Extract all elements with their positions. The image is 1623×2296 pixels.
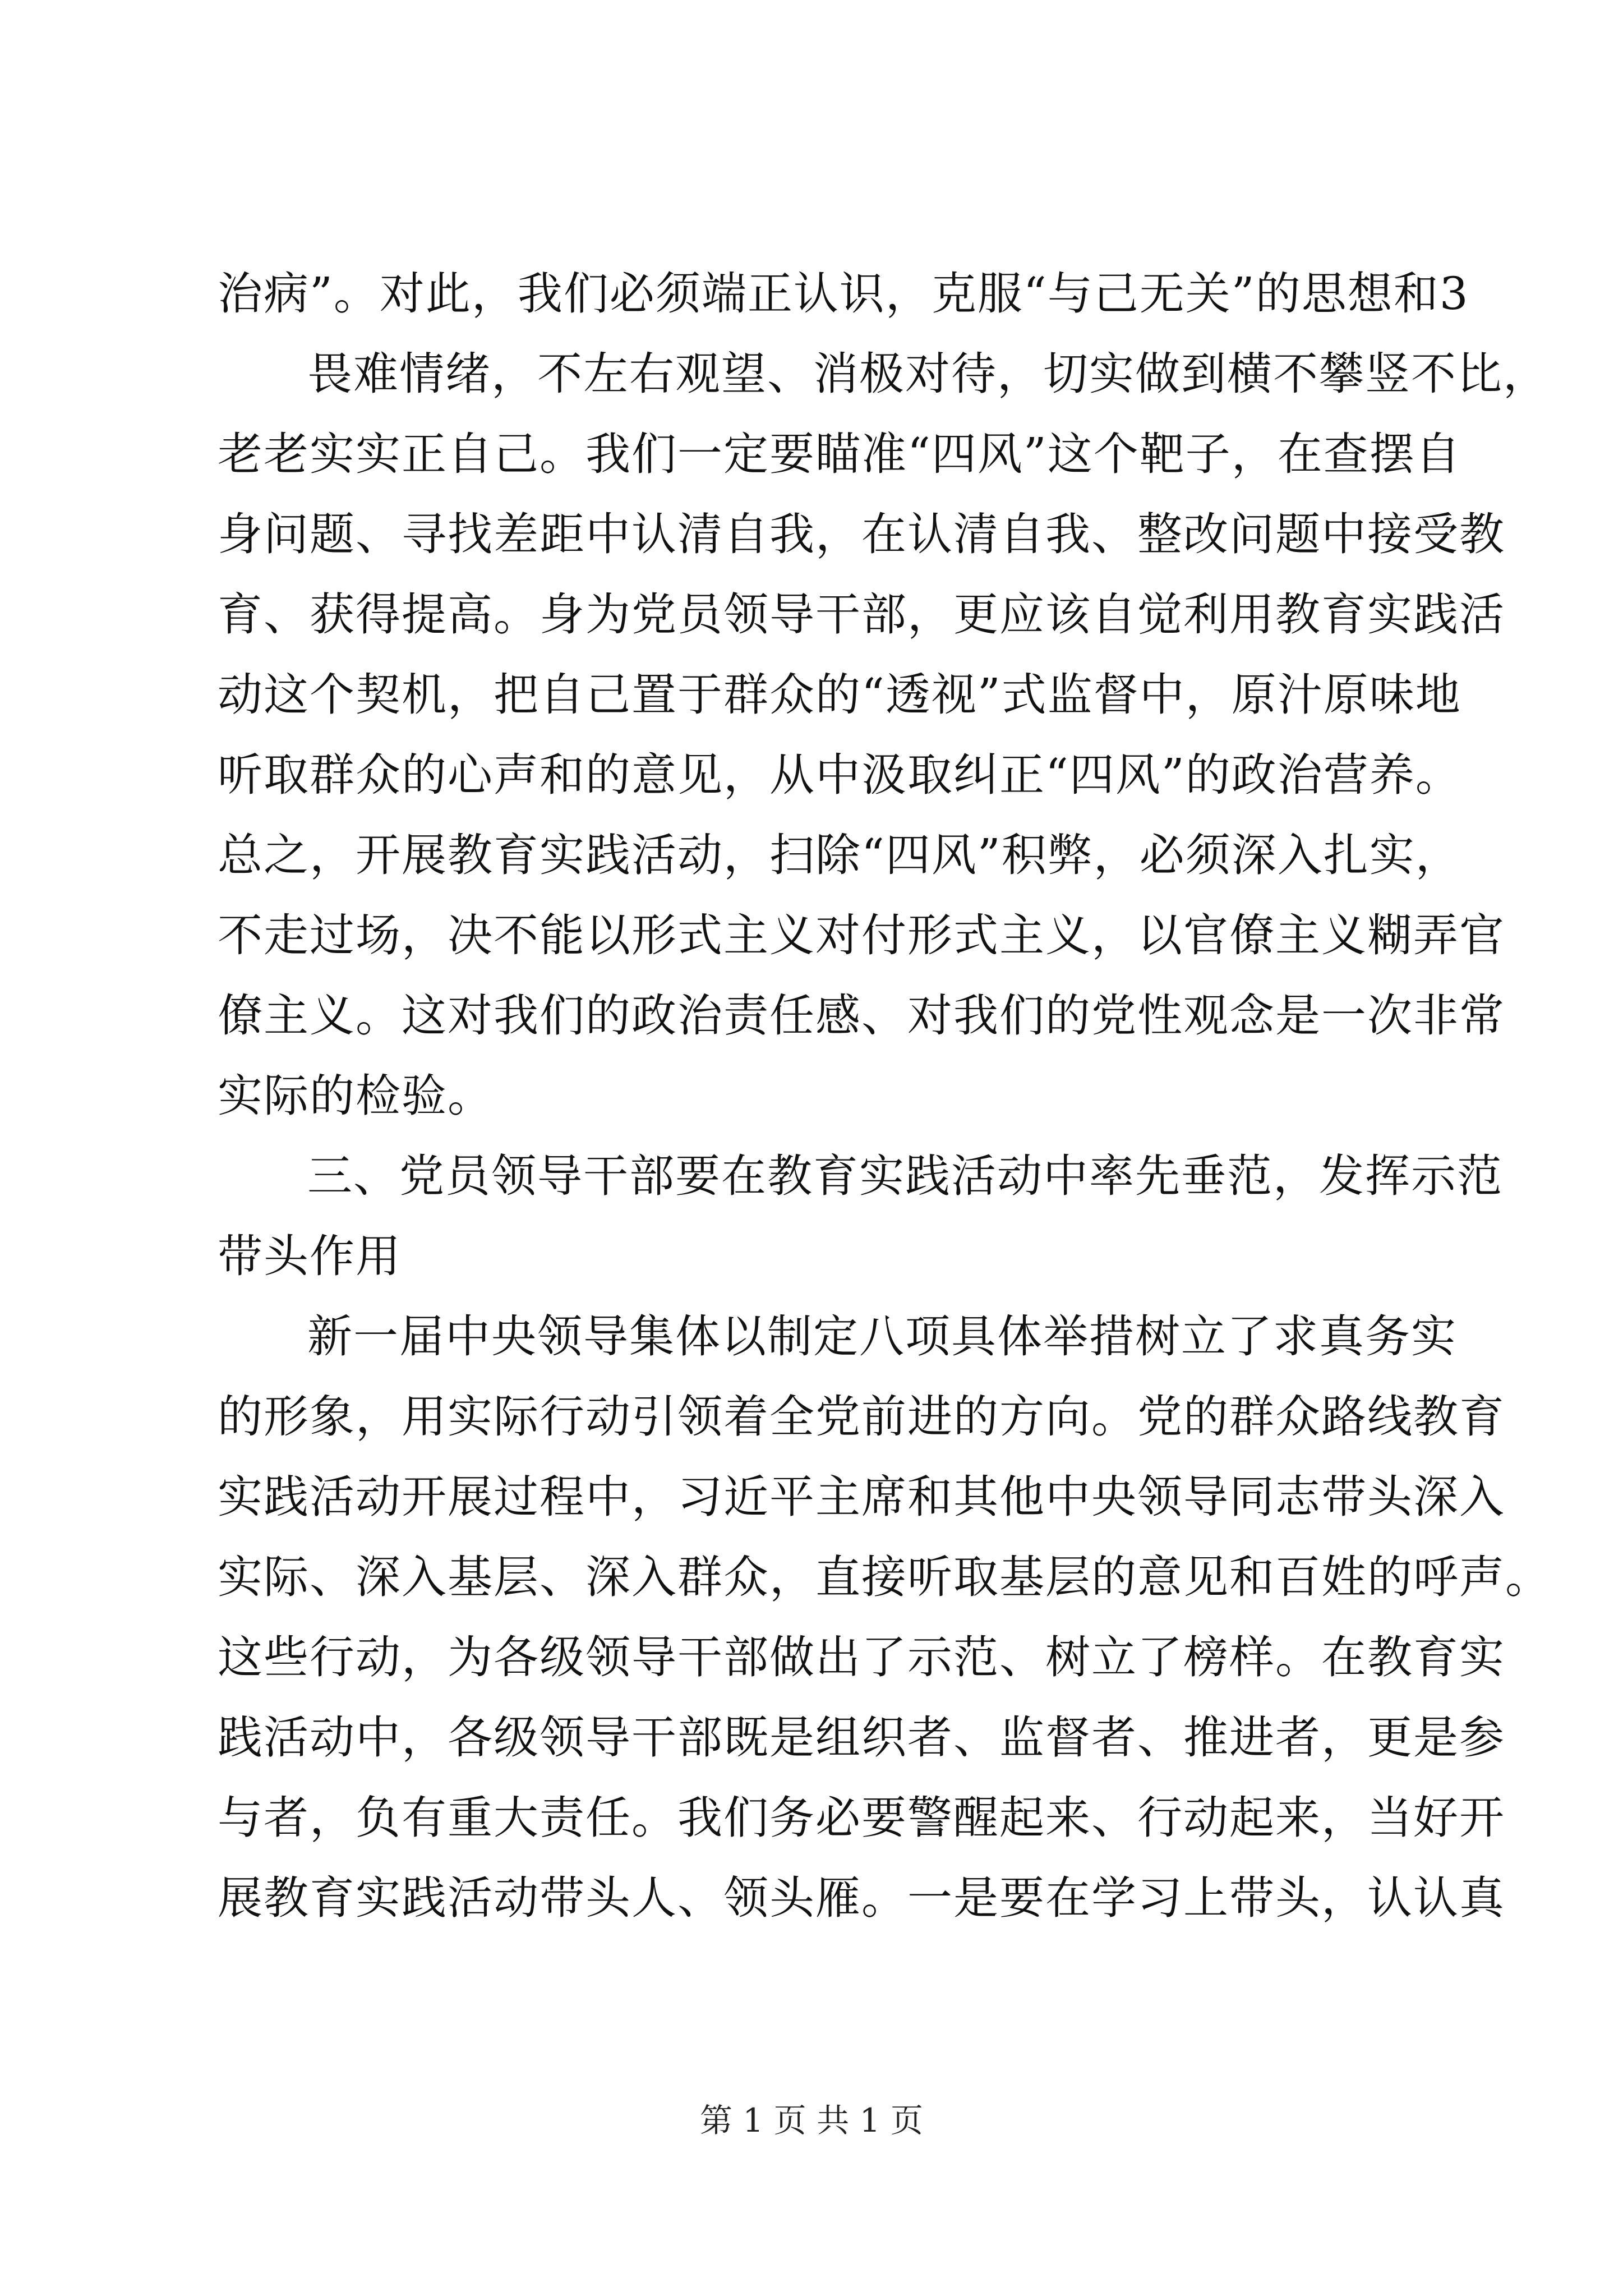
text-line: 身问题、寻找差距中认清自我，在认清自我、整改问题中接受教 [218, 508, 1505, 560]
text-line: 僚主义。这对我们的政治责任感、对我们的党性观念是一次非常 [218, 990, 1505, 1042]
text-line: 治病”。对此，我们必须端正认识，克服“与己无关”的思想和3 [218, 268, 1469, 320]
text-line: 实践活动开展过程中，习近平主席和其他中央领导同志带头深入 [218, 1471, 1505, 1523]
text-line: 这些行动，为各级领导干部做出了示范、树立了榜样。在教育实 [218, 1631, 1505, 1683]
text-line: 实际、深入基层、深入群众，直接听取基层的意见和百姓的呼声。 [218, 1551, 1551, 1603]
page-number-footer: 第 1 页 共 1 页 [700, 2101, 923, 2139]
section-heading: 三、党员领导干部要在教育实践活动中率先垂范，发挥示范 [307, 1150, 1503, 1202]
text-line: 老老实实正自己。我们一定要瞄准“四风”这个靶子，在查摆自 [218, 428, 1461, 480]
text-line: 动这个契机，把自己置于群众的“透视”式监督中，原汁原味地 [218, 669, 1461, 721]
text-line: 听取群众的心声和的意见，从中汲取纠正“四风”的政治营养。 [218, 749, 1461, 801]
text-line: 实际的检验。 [218, 1070, 494, 1122]
text-line: 践活动中，各级领导干部既是组织者、监督者、推进者，更是参 [218, 1711, 1505, 1764]
text-line: 畏难情绪，不左右观望、消极对待，切实做到横不攀竖不比， [307, 348, 1549, 400]
body-text [218, 254, 1551, 1938]
section-heading-continued: 带头作用 [218, 1230, 402, 1282]
text-line: 育、获得提高。身为党员领导干部，更应该自觉利用教育实践活 [218, 588, 1505, 641]
text-line: 新一届中央领导集体以制定八项具体举措树立了求真务实 [307, 1310, 1457, 1363]
text-line: 与者，负有重大责任。我们务必要警醒起来、行动起来，当好开 [218, 1792, 1505, 1844]
text-line: 展教育实践活动带头人、领头雁。一是要在学习上带头，认认真 [218, 1872, 1505, 1924]
text-line: 不走过场，决不能以形式主义对付形式主义，以官僚主义糊弄官 [218, 909, 1505, 961]
text-line: 总之，开展教育实践活动，扫除“四风”积弊，必须深入扎实， [218, 829, 1461, 881]
text-line: 的形象，用实际行动引领着全党前进的方向。党的群众路线教育 [218, 1391, 1505, 1443]
